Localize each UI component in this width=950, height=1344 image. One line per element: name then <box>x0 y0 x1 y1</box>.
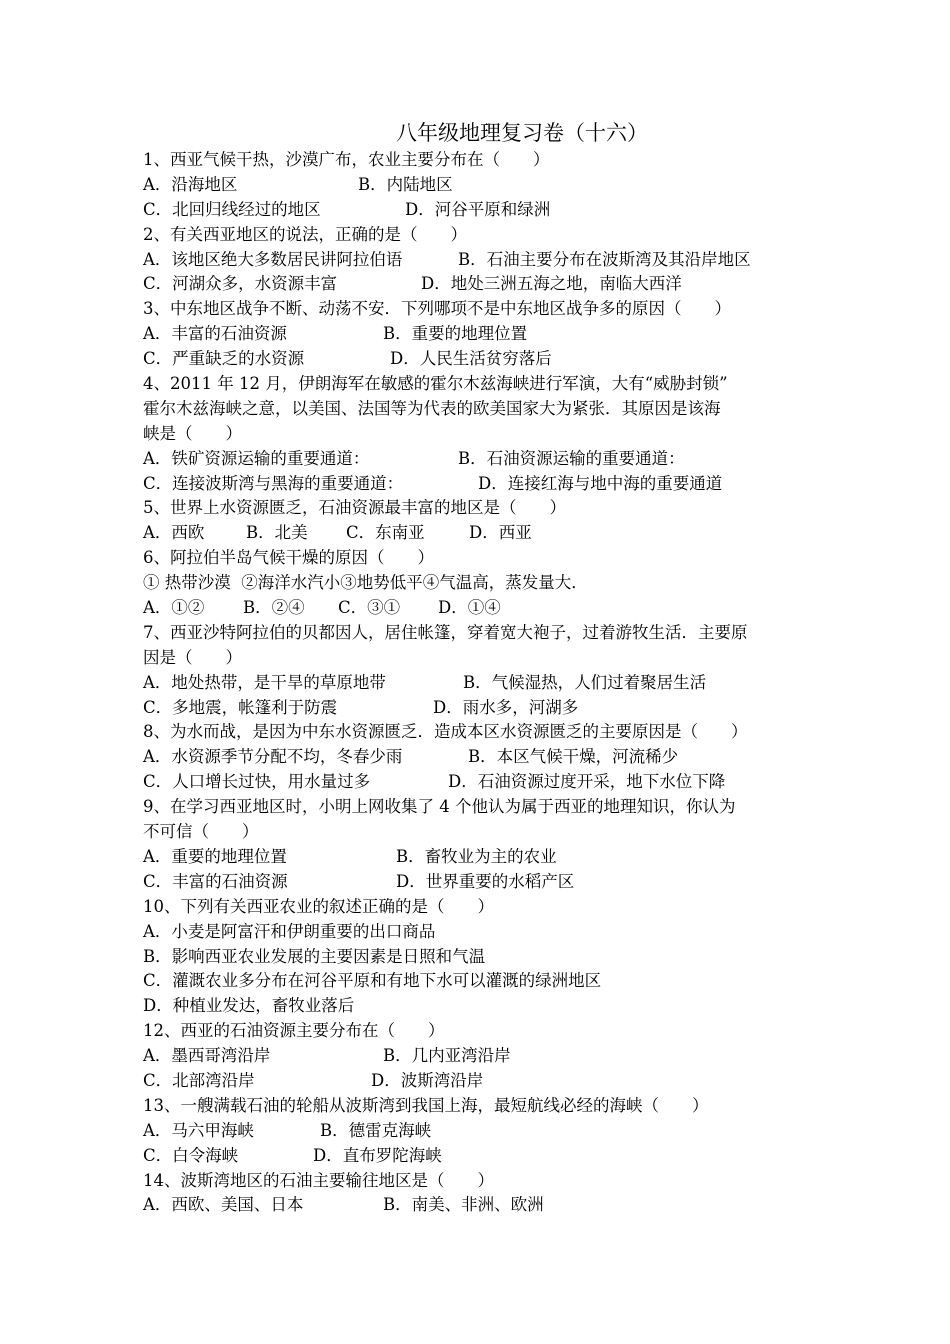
question-line: 峡是（ ） <box>143 423 242 443</box>
answer-option: D．直布罗陀海峡 <box>313 1145 442 1165</box>
options-row <box>143 272 823 297</box>
answer-option: B．本区气候干燥，河流稀少 <box>468 747 679 767</box>
question-line: 7、西亚沙特阿拉伯的贝都因人，居住帐篷，穿着宽大袍子，过着游牧生活．主要原 <box>143 622 748 642</box>
options-row <box>143 845 823 870</box>
answer-option: A．西欧 <box>143 523 205 543</box>
options-row <box>143 447 823 472</box>
answer-option: A．重要的地理位置 <box>143 846 287 866</box>
answer-option: B．北美 <box>246 523 308 543</box>
question-line: 8、为水而战，是因为中东水资源匮乏．造成本区水资源匮乏的主要原因是（ ） <box>143 722 748 742</box>
options-row <box>143 1193 823 1218</box>
answer-option: A．丰富的石油资源 <box>143 324 287 344</box>
question-line: 14、波斯湾地区的石油主要输往地区是（ ） <box>143 1170 494 1190</box>
answer-option: C．连接波斯湾与黑海的重要通道： <box>143 473 404 493</box>
question-list <box>143 148 823 1218</box>
options-row <box>143 198 823 223</box>
answer-option: B．德雷克海峡 <box>320 1120 432 1140</box>
options-row <box>143 347 823 372</box>
question-line: 9、在学习西亚地区时，小明上网收集了 4 个他认为属于西亚的地理知识，你认为 <box>143 797 736 817</box>
answer-option: D．地处三洲五海之地，南临大西洋 <box>421 274 682 294</box>
answer-option: D．河谷平原和绿洲 <box>405 199 551 219</box>
answer-option: B．②④ <box>243 598 305 618</box>
answer-option: D．世界重要的水稻产区 <box>396 871 575 891</box>
question-line: 13、一艘满载石油的轮船从波斯湾到我国上海，最短航线必经的海峡（ ） <box>143 1095 709 1115</box>
options-row <box>143 173 823 198</box>
answer-option: A．沿海地区 <box>143 174 238 194</box>
options-row <box>143 870 823 895</box>
answer-option: C．人口增长过快，用水量过多 <box>143 772 371 792</box>
answer-option: C．河湖众多，水资源丰富 <box>143 274 338 294</box>
answer-option: A．铁矿资源运输的重要通道： <box>143 448 370 468</box>
question-line: D．种植业发达，畜牧业落后 <box>143 996 355 1016</box>
question-line: ① 热带沙漠 ②海洋水汽小③地势低平④气温高，蒸发量大． <box>143 573 588 593</box>
options-row <box>143 248 823 273</box>
options-row <box>143 745 823 770</box>
options-row <box>143 1144 823 1169</box>
answer-option: C．北部湾沿岸 <box>143 1070 255 1090</box>
exam-page <box>143 118 823 1218</box>
answer-option: D．石油资源过度开采，地下水位下降 <box>448 772 726 792</box>
answer-option: D．①④ <box>438 598 501 618</box>
answer-option: D．人民生活贫穷落后 <box>390 349 552 369</box>
question-line: 4、2011 年 12 月，伊朗海军在敏感的霍尔木兹海峡进行军演，大有“威胁封锁” <box>143 374 728 394</box>
answer-option: A．该地区绝大多数居民讲阿拉伯语 <box>143 249 403 269</box>
options-row <box>143 1044 823 1069</box>
answer-option: D．波斯湾沿岸 <box>371 1070 484 1090</box>
options-row <box>143 322 823 347</box>
answer-option: C．③① <box>338 598 401 618</box>
question-line: 5、世界上水资源匮乏，石油资源最丰富的地区是（ ） <box>143 498 566 518</box>
page-title: 八年级地理复习卷（十六） <box>396 121 648 145</box>
answer-option: C．丰富的石油资源 <box>143 871 288 891</box>
answer-option: C．多地震，帐篷利于防震 <box>143 697 338 717</box>
answer-option: B．几内亚湾沿岸 <box>383 1046 511 1066</box>
options-row <box>143 596 823 621</box>
answer-option: A．西欧、美国、日本 <box>143 1195 304 1215</box>
question-line: 因是（ ） <box>143 647 242 667</box>
options-row <box>143 521 823 546</box>
question-line: 霍尔木兹海峡之意，以美国、法国等为代表的欧美国家大为紧张．其原因是该海 <box>143 398 721 418</box>
question-line: 1、西亚气候干热，沙漠广布，农业主要分布在（ ） <box>143 150 550 169</box>
answer-option: A．墨西哥湾沿岸 <box>143 1046 271 1066</box>
answer-option: B．石油主要分布在波斯湾及其沿岸地区 <box>458 249 751 269</box>
options-row <box>143 1119 823 1144</box>
answer-option: D．西亚 <box>469 523 532 543</box>
answer-option: A．地处热带，是干旱的草原地带 <box>143 672 386 692</box>
question-line: C．灌溉农业多分布在河谷平原和有地下水可以灌溉的绿洲地区 <box>143 971 602 991</box>
question-line: 10、下列有关西亚农业的叙述正确的是（ ） <box>143 896 494 916</box>
answer-option: D．雨水多，河湖多 <box>433 697 579 717</box>
question-line: B．影响西亚农业发展的主要因素是日照和气温 <box>143 946 486 966</box>
answer-option: A．马六甲海峡 <box>143 1120 254 1140</box>
options-row <box>143 696 823 721</box>
question-line: 12、西亚的石油资源主要分布在（ ） <box>143 1021 445 1041</box>
question-line: 不可信（ ） <box>143 822 259 842</box>
answer-option: B．重要的地理位置 <box>383 324 528 344</box>
answer-option: B．石油资源运输的重要通道： <box>458 448 685 468</box>
options-row <box>143 472 823 497</box>
answer-option: B．气候湿热，人们过着聚居生活 <box>463 672 707 692</box>
options-row <box>143 770 823 795</box>
answer-option: D．连接红海与地中海的重要通道 <box>478 473 723 493</box>
question-line: A．小麦是阿富汗和伊朗重要的出口商品 <box>143 921 436 941</box>
answer-option: C．严重缺乏的水资源 <box>143 349 305 369</box>
answer-option: C．北回归线经过的地区 <box>143 199 321 219</box>
answer-option: C．东南亚 <box>346 523 425 543</box>
question-line: 6、阿拉伯半岛气候干燥的原因（ ） <box>143 548 434 568</box>
answer-option: B．内陆地区 <box>358 174 453 194</box>
answer-option: B．南美、非洲、欧洲 <box>383 1195 544 1215</box>
question-line: 3、中东地区战争不断、动荡不安．下列哪项不是中东地区战争多的原因（ ） <box>143 299 731 319</box>
options-row <box>143 1069 823 1094</box>
answer-option: C．白令海峡 <box>143 1145 239 1165</box>
options-row <box>143 671 823 696</box>
answer-option: B．畜牧业为主的农业 <box>396 846 557 866</box>
answer-option: A．水资源季节分配不均，冬春少雨 <box>143 747 403 767</box>
question-line: 2、有关西亚地区的说法，正确的是（ ） <box>143 224 467 244</box>
answer-option: A．①② <box>143 598 205 618</box>
